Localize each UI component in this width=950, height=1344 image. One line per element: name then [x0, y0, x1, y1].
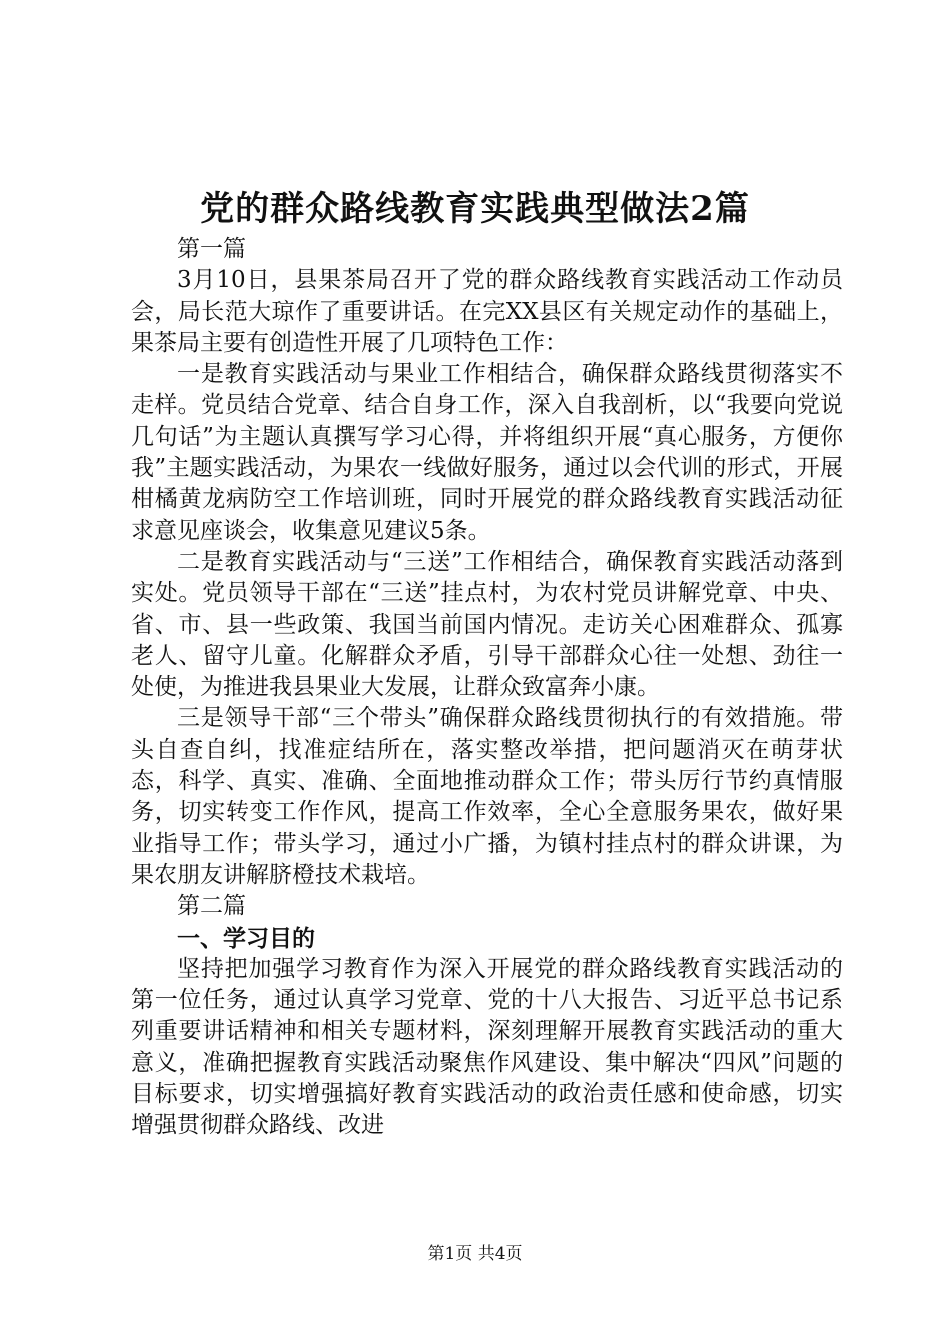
- part1-label: 第一篇: [177, 236, 246, 262]
- paragraph-point-three: 三是领导干部“三个带头”确保群众路线贯彻执行的有效措施。带头自查自纠，找准症结所在，落实整改举措，把问题消灭在萌芽状态，科学、真实、准确、全面地推动群众工作；带头厉行节约真情服务，切实转变工作作风，提高工作效率，全心全意服务果农，做好果业指导工作；带头学习，通过小广播，为镇村挂点村的群众讲课，为果农朋友讲解脐橙技术栽培。: [131, 705, 843, 888]
- section-heading-study-purpose: 一、学习目的: [177, 924, 315, 952]
- paragraph-point-one: 一是教育实践活动与果业工作相结合，确保群众路线贯彻落实不走样。党员结合党章、结合自身工作，深入自我剖析，以“我要向党说几句话”为主题认真撰写学习心得，并将组织开展“真心服务，方便你我”主题实践活动，为果农一线做好服务，通过以会代训的形式，开展柑橘黄龙病防空工作培训班，同时开展党的群众路线教育实践活动征求意见座谈会，收集意见建议5条。: [131, 361, 843, 544]
- paragraph-intro: 3月10日，县果茶局召开了党的群众路线教育实践活动工作动员会，局长范大琼作了重要讲话。在完XX县区有关规定动作的基础上，果茶局主要有创造性开展了几项特色工作：: [131, 267, 843, 356]
- document-body: [131, 234, 843, 1142]
- part2-label: 第二篇: [177, 893, 246, 920]
- paragraph-point-two: 二是教育实践活动与“三送”工作相结合，确保教育实践活动落到实处。党员领导干部在“三送”挂点村，为农村党员讲解党章、中央、省、市、县一些政策、我国当前国内情况。走访关心困难群众、孤寡老人、留守儿童。化解群众矛盾，引导干部群众心往一处想、劲往一处使，为推进我县果业大发展，让群众致富奔小康。: [131, 548, 843, 701]
- page-footer: 第1页 共4页: [427, 1244, 523, 1264]
- paragraph-study-purpose: 坚持把加强学习教育作为深入开展党的群众路线教育实践活动的第一位任务，通过认真学习党章、党的十八大报告、习近平总书记系列重要讲话精神和相关专题材料，深刻理解开展教育实践活动的重大意义，准确把握教育实践活动聚焦作风建设、集中解决“四风”问题的目标要求，切实增强搞好教育实践活动的政治责任感和使命感，切实增强贯彻群众路线、改进: [131, 955, 843, 1139]
- document-title: 党的群众路线教育实践典型做法2篇: [200, 189, 750, 229]
